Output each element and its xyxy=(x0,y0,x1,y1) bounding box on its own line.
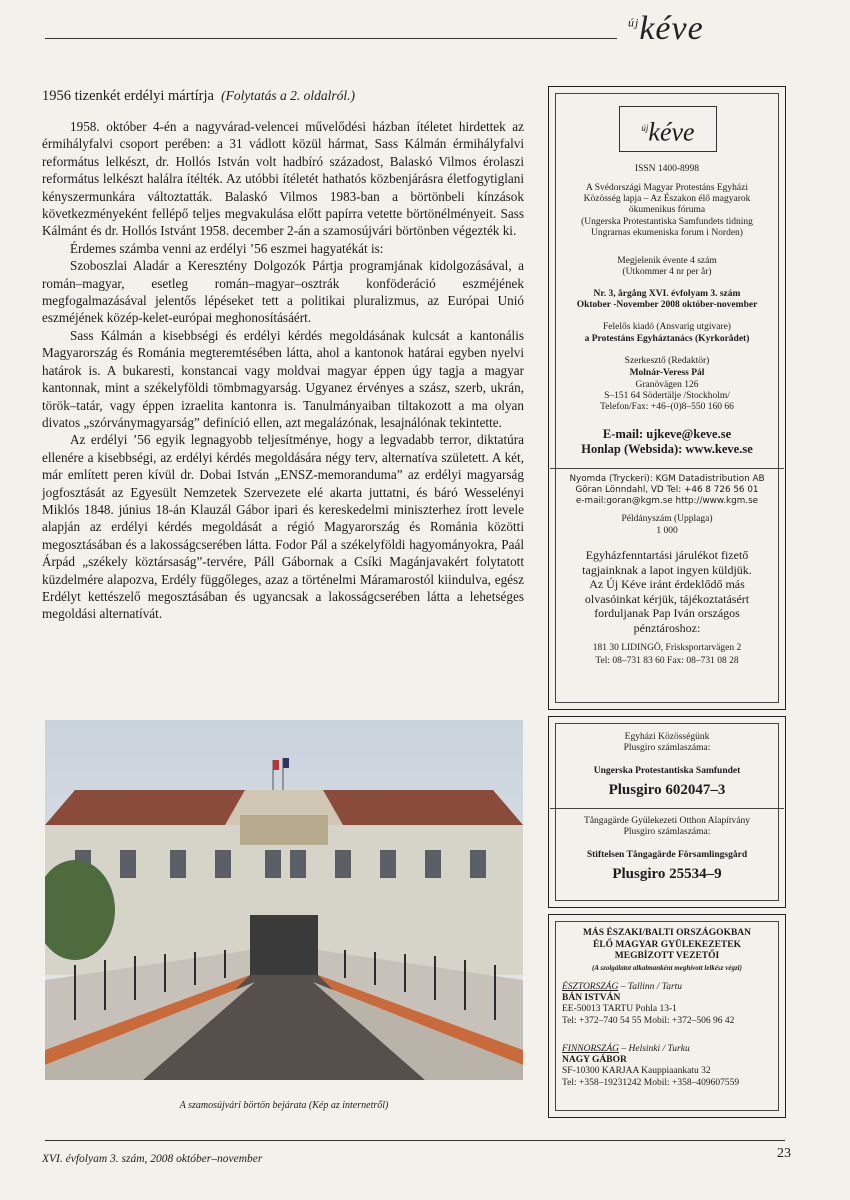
plusgiro-1: Plusgiro 602047–3 xyxy=(608,782,726,798)
congregation-leaders-box xyxy=(548,914,786,1118)
editor-label: Szerkesztő (Redaktör) xyxy=(624,356,710,366)
prison-entrance-photo xyxy=(45,720,523,1080)
printer-info: Nyomda (Tryckeri): KGM Datadistribution AB Göran Lönndahl, VD Tel: +46 8 726 56 01 e-mail:goran@kgm.se http://www.kgm.se xyxy=(569,474,765,506)
publisher: a Protestáns Egyháztanács (Kyrkorådet) xyxy=(584,334,750,344)
account-name-1: Ungerska Protestantiska Samfundet xyxy=(593,766,741,776)
plusgiro-2: Plusgiro 25534–9 xyxy=(612,866,722,882)
copies-label: Példányszám (Upplaga) xyxy=(621,514,713,524)
leaders-note: (A szolgálatot alkalmanként meghívott lelkész végzi) xyxy=(592,964,742,972)
info-box-inner xyxy=(555,93,779,703)
bank-box-inner xyxy=(555,723,779,901)
website-link[interactable]: Honlap (Websida): www.keve.se xyxy=(581,442,753,456)
email-link[interactable]: E-mail: ujkeve@keve.se xyxy=(602,427,732,441)
divider xyxy=(550,808,784,809)
copies-count: 1 000 xyxy=(656,526,678,536)
box-logo: $^{új}$kéve xyxy=(619,106,717,152)
publication-description: A Svédországi Magyar Protestáns Egyházi Közösség lapja – Az Északon élő magyarok ökumenikus fóruma (Ungerska Protestantiska Samfundets tidning Ungrarnas ekumeniska forum i Norden) xyxy=(581,183,753,238)
giro-label-1: Egyházi Közösségünk Plusgiro számlaszáma: xyxy=(623,732,711,754)
article-paragraph: Sass Kálmán a kisebbségi és erdélyi kérdés megoldásának kulcsát a kantonális Magyarország és Románia megteremtésében látta, ahol a kantonok határai egyben nyelvi határok is. A bukaresti, konstancai vagy moldvai magyar éppen úgy tagja a magyar kantonnak, mint a székelyföldi tömbmagyarság. Ugyanez érvényes a szász, szerb, ukrán, török–tatár, vagy éppen izraelita kantonra is. Tanulmányaiban tiltakozott a ma olyan divatos „szórványmagyarság” definíció ellen, azt megalázónak, lesajnálónak tekintette. xyxy=(42,327,524,430)
contact-block xyxy=(556,427,778,457)
estonia-entry: ÉSZTORSZÁG – Tallinn / Tartu BÁN ISTVÁN EE-50013 TARTU Pohla 13-1 Tel: +372–740 54 55 Mobil: +372–506 96 42 xyxy=(562,982,735,1026)
leaders-title: MÁS ÉSZAKI/BALTI ORSZÁGOKBAN ÉLŐ MAGYAR GYÜLEKEZETEK MEGBÍZOTT VEZETŐI xyxy=(582,928,752,961)
continued-note: (Folytatás a 2. oldalról.) xyxy=(221,88,356,103)
leaders-box-inner xyxy=(555,921,779,1111)
publication-info-box xyxy=(548,86,786,710)
account-name-2: Stiftelsen Tångagärde Församlingsgård xyxy=(586,850,748,860)
publisher-label: Felelős kiadó (Ansvarig utgivare) xyxy=(603,322,731,332)
article-paragraph: 1958. október 4-én a nagyvárad-velencei művelődési házban ítéletet hirdettek az érmihályfalvi csoport perében: a 31 vádlott közül hármat, Sass Kálmán érmihályfalvi református lelkészt, dr. Hollós István volt hadbíró századost, Balaskó Vilmos érolaszi református lelkészt halálra ítélték. Az utóbbi ítéletét hathatós közbenjárásra életfogytiglani kényszermunkára változtatták. Balaskó Vilmos 1983-ban a börtönbeli kínzások következményeként fellépő teljes megvakulása előtt papírra vetette börtönélményeit. Sass Kálmánt és dr. Hollós Istvánt 1958. december 2-án a szamosújvári börtönben végezték ki. xyxy=(42,119,524,239)
photo-caption: A szamosújvári börtön bejárata (Kép az internetről) xyxy=(179,1100,389,1111)
header-rule xyxy=(45,38,617,39)
article-paragraph: Az erdélyi ’56 egyik legnagyobb teljesítménye, hogy a legvadabb terror, diktatúra ellenére a kisebbségi, az erdélyi kérdés megoldására négy terv, alternatíva született. A két, már említett peren kívül dr. Dobai István „ENSZ-memoranduma” az erdélyi magyarság jogfosztását az Egyesült Nemzetek Szervezete elé akarta juttatni, és báró Wesselényi Miklós 1848. június 18-án Klauzál Gábor ipari és kereskedelmi miniszterhez írott levele alapján az erdélyi kérdés megoldását a régió Magyarország és Románia közötti megosztásában és a lakosságcserében látta. Fodor Pál a székelyföldi hagyományokra, Paál Árpád „székely köztársaság”-tervére, Páll Gábornak a Csíki Magánjavakért folytatott küzdelmére alapozva, Erdély függőleges, azaz a történelmi Máramarostól kiindulva, egész Erdélyt kettészelő megosztásában és ugyancsak a lakosságcserében látta a lehetséges megoldási alternatívát. xyxy=(42,432,524,622)
footer-issue: XVI. évfolyam 3. szám, 2008 október–november xyxy=(42,1153,263,1165)
frequency: Megjelenik évente 4 szám (Utkommer 4 nr per år) xyxy=(617,256,717,278)
finland-entry: FINNORSZÁG – Helsinki / Turku NAGY GÁBOR SF-10300 KARJAA Kauppiaankatu 32 Tel: +358–19231242 Mobil: +358–409607559 xyxy=(562,1044,740,1088)
issue-info: Nr. 3, årgång XVI. évfolyam 3. szám Oktober -November 2008 október-november xyxy=(576,289,758,311)
divider xyxy=(550,468,784,469)
masthead-logo: $^{új}$kéve xyxy=(628,10,704,47)
footer-rule xyxy=(45,1140,785,1141)
bank-info-box xyxy=(548,716,786,908)
article-paragraph: Érdemes számba venni az erdélyi ’56 eszmei hagyatékát is: xyxy=(70,240,384,256)
editor-address: Granövägen 126 S–151 64 Södertälje /Stockholm/ Telefon/Fax: +46–(0)8–550 160 66 xyxy=(600,380,734,413)
article-body xyxy=(42,118,524,623)
giro-label-2: Tångagärde Gyülekezeti Otthon Alapítvány Plusgiro számlaszáma: xyxy=(584,816,750,838)
treasurer-address: 181 30 LIDINGÖ, Frisksportarvägen 2 Tel: 08–731 83 60 Fax: 08–731 08 28 xyxy=(592,643,742,666)
editor-name: Molnár-Veress Pál xyxy=(629,368,705,378)
subscription-info: Egyházfenntartási járulékot fizető tagjainknak a lapot ingyen küldjük. Az Új Kéve iránt érdeklődő más olvasóinkat kérjük, tájékoztatásért forduljanak Pap Iván országos pénztároshoz: xyxy=(582,548,752,635)
article-heading: 1956 tizenkét erdélyi mártírja (Folytatás a 2. oldalról.) xyxy=(42,88,356,104)
article-paragraph: Szoboszlai Aladár a Keresztény Dolgozók Pártja programjának kidolgozásával, a román–magyar, esetleg román–magyar–osztrák konföderáció eszméjének megfogalmazásával jelentős lépéseket tett a politikai pluralizmus, az Európai Unió eszméjének közép-kelet-európai meghonosításáért. xyxy=(42,258,524,326)
page-number: 23 xyxy=(777,1146,791,1161)
issn: ISSN 1400-8998 xyxy=(634,164,700,174)
